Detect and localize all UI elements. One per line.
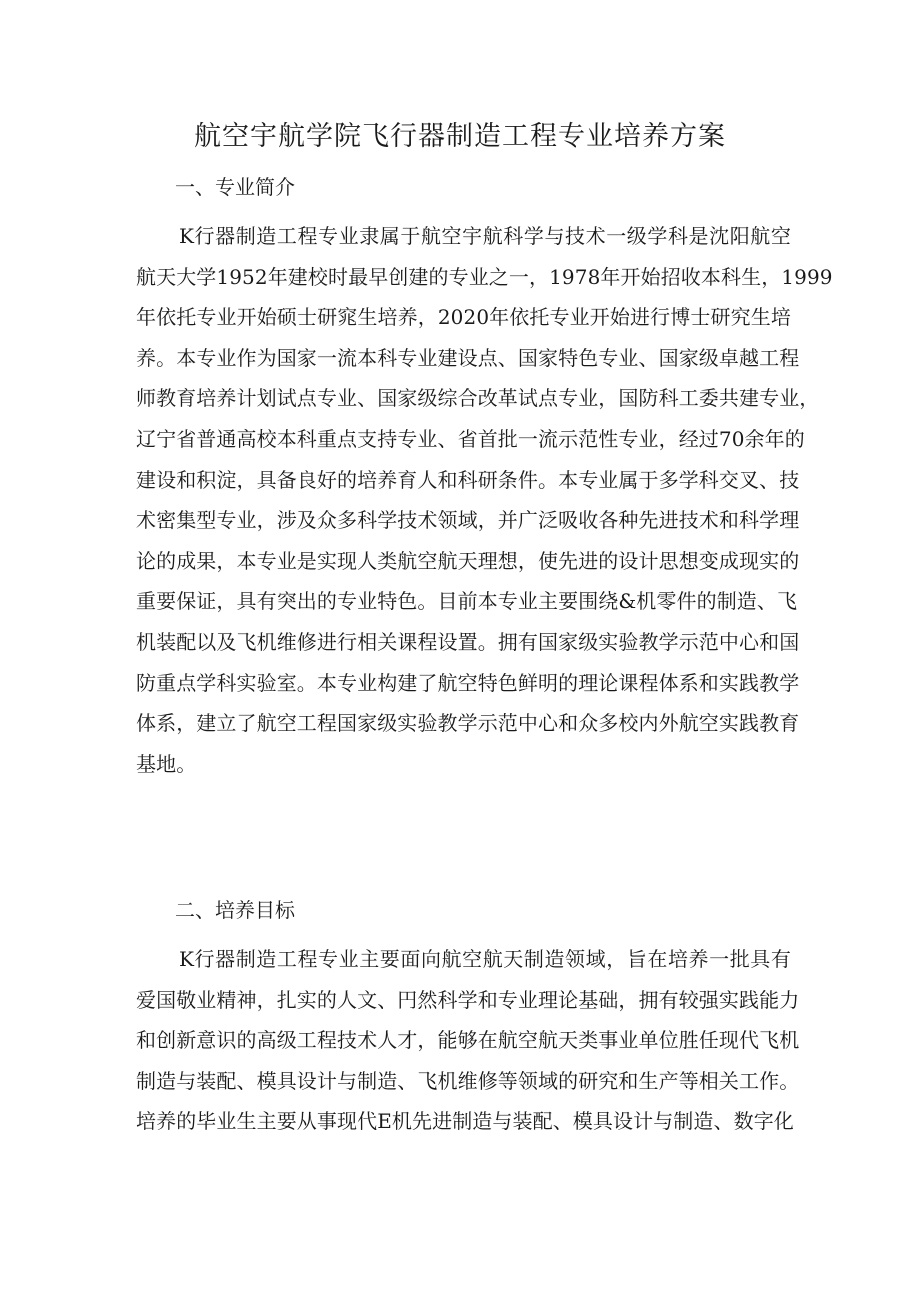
paragraph-line: 航天大学1952年建校时最早创建的专业之一，1978年开始招收本科生，1999 xyxy=(136,264,833,289)
paragraph-line: 机装配以及飞机维修进行相关课程设置。拥有国家级实验教学示范中心和国 xyxy=(136,629,800,654)
paragraph-line: 体系，建立了航空工程国家级实验教学示范中心和众多校内外航空实践教育 xyxy=(136,711,800,736)
paragraph-line: 辽宁省普通高校本科重点支持专业、省首批一流示范性专业，经过70余年的 xyxy=(136,426,805,451)
paragraph-line: 培养的毕业生主要从事现代E机先进制造与装配、模具设计与制造、数字化 xyxy=(136,1109,794,1134)
paragraph-line: 制造与装配、模具设计与制造、飞机维修等领域的研究和生产等相关工作。 xyxy=(136,1068,800,1093)
paragraph-line: K行器制造工程专业隶属于航空宇航科学与技术一级学科是沈阳航空 xyxy=(179,224,791,248)
paragraph-line: K行器制造工程专业主要面向航空航天制造领域，旨在培养一批具有 xyxy=(179,947,791,971)
paragraph-line: 年依托专业开始硕士研窕生培养，2020年依托专业开始进行博士研究生培 xyxy=(136,305,791,330)
paragraph-line: 防重点学科实验室。本专业构建了航空特色鲜明的理论课程体系和实践教学 xyxy=(136,670,800,695)
section-introduction-paragraph xyxy=(136,216,833,784)
section-objectives-paragraph xyxy=(136,939,800,1142)
paragraph-line: 建设和积淀，具备良好的培养育人和科研条件。本专业属于多学科交叉、技 xyxy=(136,467,800,492)
section-heading-objectives: 二、培养目标 xyxy=(175,898,295,922)
paragraph-line: 爱国敬业精神，扎实的人文、円然科学和专业理论基础，拥有较强实践能力 xyxy=(136,987,800,1012)
paragraph-line: 术密集型专业，涉及众多科学技术领域，并广泛吸收各种先进技术和科学理 xyxy=(136,508,800,533)
paragraph-line: 师教育培养计划试点专业、国家级综合改革试点专业，国防科工委共建专业， xyxy=(136,386,820,411)
paragraph-line: 养。本专业作为国家一流本科专业建设点、国家特色专业、国家级卓越工程 xyxy=(136,345,800,370)
document-title: 航空宇航学院飞行器制造工程专业培养方案 xyxy=(194,121,726,152)
paragraph-line: 和创新意识的高级工程技术人才，能够在航空航天类事业单位胜任现代飞机 xyxy=(136,1028,800,1053)
paragraph-line: 基地。 xyxy=(136,751,197,776)
paragraph-line: 论的成果，本专业是实现人类航空航天理想，使先进的设计思想变成现实的 xyxy=(136,548,800,573)
section-heading-introduction: 一、专业简介 xyxy=(175,175,295,199)
paragraph-line: 重要保证，具有突出的专业特色。目前本专业主要围绕&机零件的制造、飞 xyxy=(136,589,798,614)
